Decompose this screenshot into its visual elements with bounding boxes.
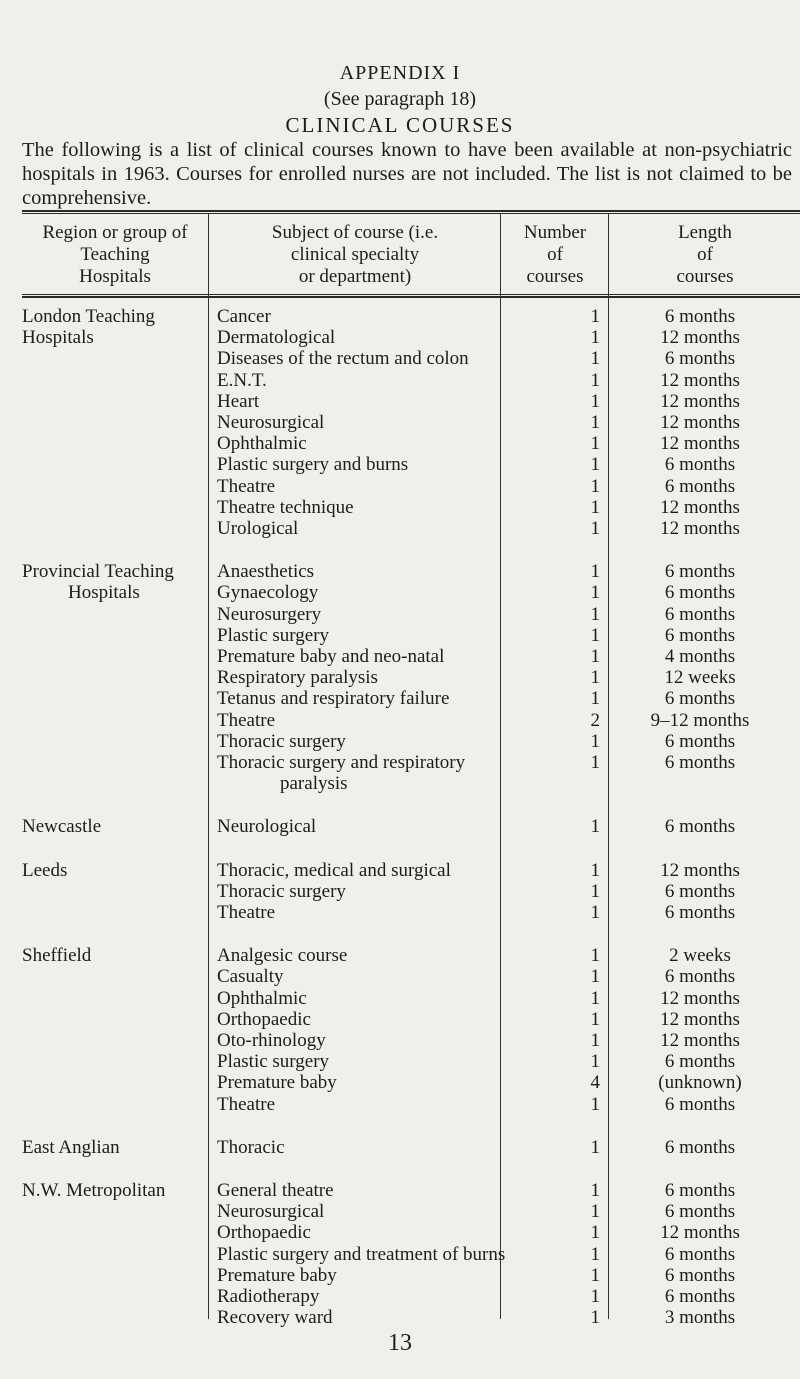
course-subject: E.N.T. (217, 369, 267, 391)
course-length: 12 months (660, 1222, 740, 1244)
course-length: 3 months (664, 1307, 736, 1329)
course-subject: Theatre (217, 902, 276, 923)
course-subject: Dermatological (217, 327, 336, 349)
course-length: 6 months (664, 306, 736, 327)
region-label: Hospitals (68, 582, 140, 604)
course-length: 12 months (660, 496, 740, 518)
header-length-line: Length (678, 222, 732, 243)
course-count: 2 (590, 709, 600, 731)
header-region-line: Hospitals (79, 266, 151, 287)
course-length: 6 months (664, 1201, 736, 1223)
header-number-line: Number (523, 222, 587, 243)
course-length: 12 months (660, 327, 740, 349)
course-subject: Neurosurgical (217, 1201, 325, 1223)
course-subject: Plastic surgery (217, 624, 330, 646)
course-count: 1 (590, 603, 600, 625)
course-subject: Urological (217, 518, 299, 539)
course-subject: Ophthalmic (217, 987, 307, 1009)
course-subject: Premature baby (217, 1264, 337, 1286)
course-subject: Neurosurgical (217, 412, 325, 433)
course-subject: Theatre (217, 709, 276, 731)
table-header-rule (22, 294, 800, 298)
course-count: 1 (590, 475, 600, 497)
course-length: 6 months (664, 816, 736, 838)
course-subject: Thoracic surgery and respiratory (217, 752, 466, 773)
course-count: 1 (590, 582, 600, 604)
course-subject: Neurosurgery (217, 603, 322, 625)
course-count: 1 (590, 1030, 600, 1051)
course-subject: Heart (217, 390, 260, 412)
course-subject: Neurological (217, 816, 317, 838)
course-length: 6 months (664, 1093, 736, 1115)
course-subject: Tetanus and respiratory failure (217, 688, 450, 710)
course-count: 4 (590, 1072, 600, 1094)
course-subject: General theatre (217, 1180, 334, 1201)
course-length: 6 months (664, 880, 736, 902)
region-label: Newcastle (22, 816, 102, 838)
course-count: 1 (590, 1008, 600, 1030)
course-length: 6 months (664, 1180, 736, 1201)
region-label: Sheffield (22, 945, 92, 967)
course-subject: Radiotherapy (217, 1286, 320, 1307)
course-length: 6 months (664, 561, 736, 583)
course-length: 6 months (664, 1264, 736, 1286)
course-count: 1 (590, 1180, 600, 1201)
course-length: 6 months (664, 582, 736, 604)
page-number: 13 (388, 1330, 412, 1356)
course-subject: Plastic surgery (217, 1051, 330, 1073)
course-count: 1 (590, 880, 600, 902)
region-label: Leeds (22, 859, 68, 881)
course-count: 1 (590, 752, 600, 773)
course-length: (unknown) (658, 1072, 742, 1094)
intro-paragraph: The following is a list of clinical courses known to have been available at non-psychiatric hospitals in 1963. Courses for enrolled nurses are not included. The list is not claimed to be comprehensive. (22, 139, 792, 209)
course-subject: Gynaecology (217, 582, 319, 604)
region-label: N.W. Metropolitan (22, 1180, 166, 1201)
course-count: 1 (590, 688, 600, 710)
document-title: CLINICAL COURSES (285, 113, 515, 137)
course-count: 1 (590, 518, 600, 539)
header-number (502, 222, 608, 288)
course-count: 1 (590, 987, 600, 1009)
course-subject: Orthopaedic (217, 1222, 311, 1244)
course-length: 12 months (660, 1030, 740, 1051)
course-subject: Plastic surgery and treatment of burns (217, 1243, 506, 1265)
course-length: 6 months (664, 688, 736, 710)
table-top-rule (22, 210, 800, 214)
course-subject-continuation: paralysis (280, 773, 348, 795)
course-length: 6 months (664, 454, 736, 476)
course-count: 1 (590, 454, 600, 476)
appendix-heading: APPENDIX I (339, 62, 461, 84)
course-count: 1 (590, 1307, 600, 1329)
region-label: Hospitals (22, 327, 94, 349)
course-length: 12 weeks (664, 667, 736, 689)
course-count: 1 (590, 496, 600, 518)
header-length (610, 222, 800, 288)
course-length: 6 months (664, 1136, 736, 1158)
header-subject-line: or department) (298, 266, 412, 287)
course-count: 1 (590, 1222, 600, 1244)
course-count: 1 (590, 327, 600, 349)
course-length: 12 months (660, 859, 740, 881)
course-subject: Cancer (217, 306, 271, 327)
course-count: 1 (590, 1093, 600, 1115)
course-subject: Oto-rhinology (217, 1030, 326, 1051)
course-count: 1 (590, 1264, 600, 1286)
column-divider-2 (500, 214, 501, 1319)
course-count: 1 (590, 816, 600, 838)
course-subject: Recovery ward (217, 1307, 333, 1329)
course-count: 1 (590, 1201, 600, 1223)
course-length: 12 months (660, 1008, 740, 1030)
header-region (22, 222, 208, 288)
course-subject: Premature baby (217, 1072, 337, 1094)
course-count: 1 (590, 945, 600, 967)
course-subject: Theatre technique (217, 496, 354, 518)
course-length: 6 months (664, 966, 736, 988)
header-region-line: Region or group of (42, 222, 188, 243)
course-count: 1 (590, 1243, 600, 1265)
course-count: 1 (590, 348, 600, 370)
course-length: 9–12 months (650, 709, 750, 731)
course-subject: Thoracic (217, 1136, 285, 1158)
course-length: 12 months (660, 390, 740, 412)
course-count: 1 (590, 966, 600, 988)
course-subject: Respiratory paralysis (217, 667, 378, 689)
region-label: East Anglian (22, 1136, 120, 1158)
course-subject: Thoracic surgery (217, 730, 346, 752)
course-count: 1 (590, 1136, 600, 1158)
course-count: 1 (590, 561, 600, 583)
course-subject: Anaesthetics (217, 561, 315, 583)
course-length: 6 months (664, 1243, 736, 1265)
course-length: 6 months (664, 902, 736, 923)
header-subject (210, 222, 500, 288)
course-count: 1 (590, 390, 600, 412)
course-subject: Plastic surgery and burns (217, 454, 409, 476)
course-count: 1 (590, 859, 600, 881)
course-subject: Theatre (217, 475, 276, 497)
course-length: 6 months (664, 624, 736, 646)
course-length: 12 months (660, 518, 740, 539)
course-count: 1 (590, 667, 600, 689)
course-length: 6 months (664, 348, 736, 370)
course-length: 6 months (664, 603, 736, 625)
course-count: 1 (590, 646, 600, 667)
course-length: 6 months (664, 752, 736, 773)
course-subject: Thoracic, medical and surgical (217, 859, 451, 881)
course-count: 1 (590, 730, 600, 752)
course-length: 4 months (664, 646, 736, 667)
header-subject-line: clinical specialty (290, 244, 420, 265)
course-count: 1 (590, 1286, 600, 1307)
course-subject: Thoracic surgery (217, 880, 346, 902)
course-count: 1 (590, 306, 600, 327)
course-subject: Analgesic course (217, 945, 348, 967)
course-subject: Premature baby and neo-natal (217, 646, 445, 667)
header-region-line: Teaching (80, 244, 150, 265)
region-label: Provincial Teaching (22, 561, 174, 583)
course-length: 12 months (660, 369, 740, 391)
course-length: 6 months (664, 475, 736, 497)
region-label: London Teaching (22, 306, 155, 327)
course-count: 1 (590, 412, 600, 433)
column-divider-1 (208, 214, 209, 1319)
paragraph-reference: (See paragraph 18) (323, 88, 477, 110)
course-count: 1 (590, 624, 600, 646)
header-subject-line: Subject of course (i.e. (271, 222, 439, 243)
course-length: 6 months (664, 1051, 736, 1073)
header-length-line: courses (676, 266, 734, 287)
course-subject: Ophthalmic (217, 433, 307, 455)
header-number-line: courses (526, 266, 584, 287)
course-length: 12 months (660, 412, 740, 433)
course-count: 1 (590, 902, 600, 923)
course-length: 12 months (660, 433, 740, 455)
course-subject: Diseases of the rectum and colon (217, 348, 469, 370)
course-subject: Casualty (217, 966, 284, 988)
course-subject: Orthopaedic (217, 1008, 311, 1030)
course-length: 2 weeks (669, 945, 731, 967)
header-length-line: of (697, 244, 713, 265)
course-count: 1 (590, 433, 600, 455)
course-length: 6 months (664, 730, 736, 752)
course-length: 6 months (664, 1286, 736, 1307)
course-length: 12 months (660, 987, 740, 1009)
course-count: 1 (590, 1051, 600, 1073)
course-count: 1 (590, 369, 600, 391)
header-number-line: of (547, 244, 563, 265)
course-subject: Theatre (217, 1093, 276, 1115)
